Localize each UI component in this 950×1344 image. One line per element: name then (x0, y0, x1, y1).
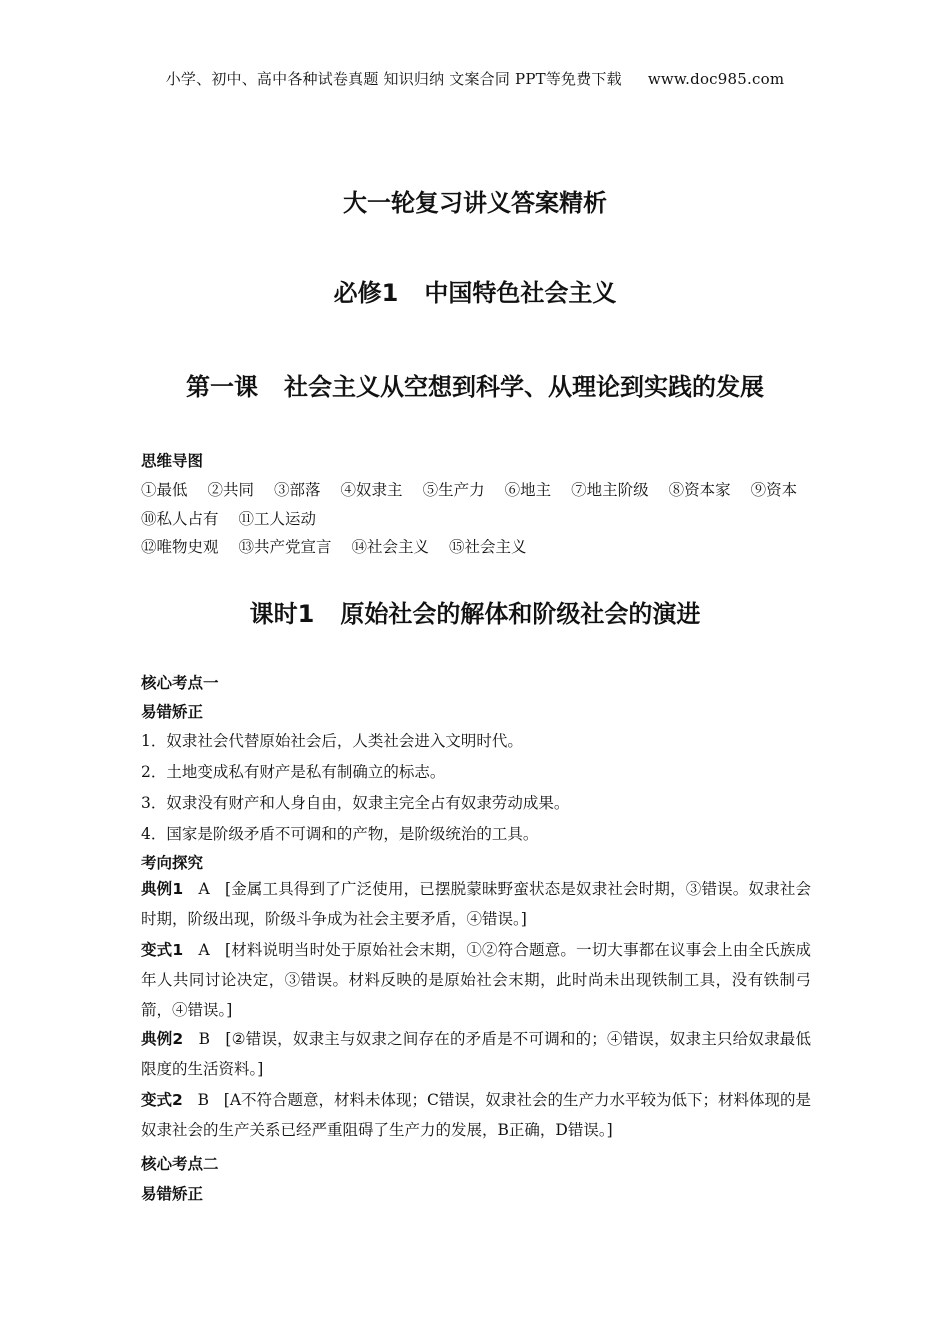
lesson-number: 第一课 (186, 373, 258, 401)
example-answer: B (197, 1091, 209, 1109)
mindmap-answer: ②共同 (207, 481, 255, 499)
example-paragraph (141, 1085, 811, 1145)
mindmap-answer: ⑦地主阶级 (571, 481, 649, 499)
main-title: 大一轮复习讲义答案精析 (343, 189, 607, 217)
book-name: 中国特色社会主义 (424, 279, 617, 307)
period-number: 课时1 (249, 600, 315, 628)
header-text: 小学、初中、高中各种试卷真题 知识归纳 文案合同 PPT等免费下载 (165, 70, 622, 88)
page-header (0, 68, 950, 89)
error-item: 3．奴隶没有财产和人身自由，奴隶主完全占有奴隶劳动成果。 (141, 794, 570, 812)
error-item: 1．奴隶社会代替原始社会后，人类社会进入文明时代。 (141, 732, 523, 750)
mindmap-answer: ⑩私人占有 (141, 510, 219, 528)
section1-subheading: 易错矫正 (141, 703, 204, 721)
mindmap-row-3 (141, 535, 527, 557)
mindmap-answer: ⑥地主 (504, 481, 552, 499)
example-answer: B (198, 1030, 210, 1048)
book-number: 必修1 (333, 279, 399, 307)
example-paragraph (141, 935, 811, 1025)
example-paragraph (141, 874, 811, 934)
mindmap-answer: ⑪工人运动 (238, 510, 317, 528)
explore-heading: 考向探究 (141, 854, 204, 872)
mindmap-answer: ⑭社会主义 (351, 538, 430, 556)
period-name: 原始社会的解体和阶级社会的演进 (340, 600, 701, 628)
example-paragraph (141, 1024, 811, 1084)
mindmap-answer: ⑧资本家 (668, 481, 731, 499)
mindmap-answer: ①最低 (141, 481, 188, 499)
mindmap-answer: ⑨资本 (750, 481, 798, 499)
example-answer: A (198, 880, 210, 898)
mindmap-answer: ⑫唯物史观 (141, 538, 219, 556)
lesson-title (0, 367, 950, 402)
example-text: [②错误，奴隶主与奴隶之间存在的矛盾是不可调和的；④错误，奴隶主只给奴隶最低限度的生活资料。] (141, 1030, 811, 1078)
mindmap-row-1 (141, 478, 797, 500)
example-text: [A不符合题意，材料未体现；C错误，奴隶社会的生产力水平较为低下；材料体现的是奴隶社会的生产关系已经严重阻碍了生产力的发展，B正确，D错误。] (141, 1091, 811, 1139)
error-item: 4．国家是阶级矛盾不可调和的产物，是阶级统治的工具。 (141, 825, 539, 843)
mindmap-answer: ⑬共产党宣言 (238, 538, 332, 556)
period-title (0, 594, 950, 629)
mindmap-row-2 (141, 507, 316, 529)
book-title (0, 273, 950, 308)
example-text: [金属工具得到了广泛使用，已摆脱蒙昧野蛮状态是奴隶社会时期，③错误。奴隶社会时期，阶级出现，阶级斗争成为社会主要矛盾，④错误。] (141, 880, 811, 928)
header-site-link[interactable]: www.doc985.com (647, 70, 785, 88)
mindmap-answer: ⑮社会主义 (449, 538, 527, 556)
section2-subheading: 易错矫正 (141, 1185, 204, 1203)
mindmap-answer: ⑤生产力 (422, 481, 485, 499)
example-label: 变式2 (141, 1091, 183, 1109)
example-text: [材料说明当时处于原始社会末期，①②符合题意。一切大事都在议事会上由全氏族成年人共同讨论决定，③错误。材料反映的是原始社会末期，此时尚未出现铁制工具，没有铁制弓箭，④错误。] (141, 941, 811, 1019)
section2-heading: 核心考点二 (141, 1155, 219, 1173)
example-label: 变式1 (141, 941, 184, 959)
lesson-name: 社会主义从空想到科学、从理论到实践的发展 (284, 373, 764, 401)
example-label: 典例1 (141, 880, 184, 898)
mindmap-heading: 思维导图 (141, 452, 204, 470)
section1-heading: 核心考点一 (141, 674, 219, 692)
error-item: 2．土地变成私有财产是私有制确立的标志。 (141, 763, 446, 781)
mindmap-answer: ④奴隶主 (340, 481, 403, 499)
example-label: 典例2 (141, 1030, 184, 1048)
mindmap-answer: ③部落 (274, 481, 321, 499)
example-answer: A (198, 941, 210, 959)
